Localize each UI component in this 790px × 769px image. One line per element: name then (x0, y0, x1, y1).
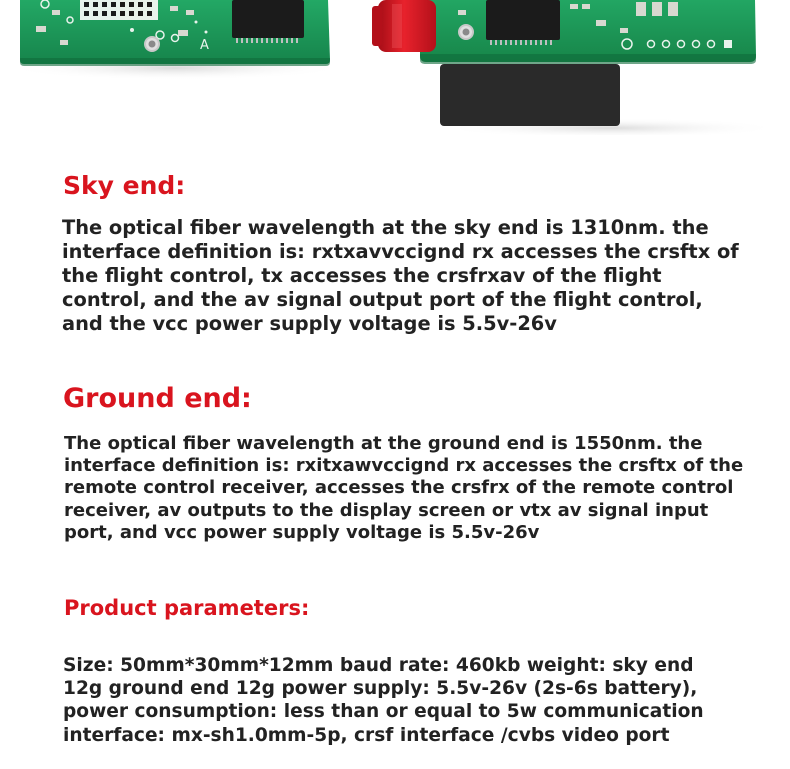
ground-end-line: The optical fiber wavelength at the ground end is 1550nm. the (64, 433, 703, 454)
product-parameters-line: power consumption: less than or equal to 5w communication (63, 701, 704, 723)
product-photo (0, 0, 790, 135)
ground-end-heading: Ground end: (63, 383, 252, 414)
product-parameters-line: interface: mx-sh1.0mm-5p, crsf interface /cvbs video port (63, 724, 670, 746)
sky-end-description (62, 216, 762, 336)
ground-end-line: port, and vcc power supply voltage is 5.5v-26v (64, 521, 540, 543)
ground-end-description (64, 433, 764, 544)
right-pcb-board (372, 0, 756, 126)
sky-end-line: interface definition is: rxtxavvccignd rx accesses the crsftx of (62, 240, 739, 263)
product-parameters-description (63, 654, 763, 747)
product-parameters-line: Size: 50mm*30mm*12mm baud rate: 460kb weight: sky end (63, 655, 694, 676)
ground-end-line: remote control receiver, accesses the crsfrx of the remote control (64, 477, 734, 499)
sky-end-line: the flight control, tx accesses the crsfrxav of the flight (62, 264, 662, 287)
red-connector (372, 0, 436, 52)
sky-end-line: The optical fiber wavelength at the sky end is 1310nm. the (62, 216, 709, 239)
product-parameters-line: 12g ground end 12g power supply: 5.5v-26v (2s-6s battery), (63, 678, 698, 700)
sky-end-line: control, and the av signal output port of the flight control, (62, 288, 703, 311)
left-pcb-board (20, 0, 330, 66)
board-label-a: A (200, 38, 209, 53)
sky-end-line: and the vcc power supply voltage is 5.5v-26v (62, 312, 557, 335)
ground-end-line: receiver, av outputs to the display screen or vtx av signal input (64, 499, 709, 521)
sky-end-heading: Sky end: (63, 171, 186, 200)
ground-end-line: interface definition is: rxitxawvccignd rx accesses the crsftx of the (64, 455, 744, 477)
product-parameters-heading: Product parameters: (64, 596, 310, 620)
